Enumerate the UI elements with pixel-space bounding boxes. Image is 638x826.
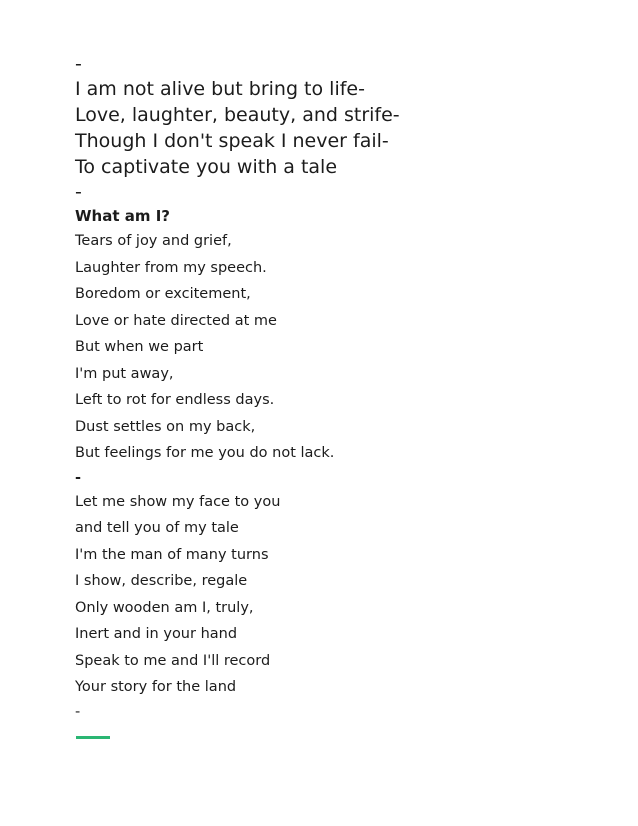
stanza-3-line: and tell you of my tale — [75, 520, 239, 536]
stanza-2-line: Boredom or excitement, — [75, 286, 251, 302]
accent-bar — [76, 736, 110, 739]
stanza-2-line: Dust settles on my back, — [75, 418, 256, 435]
stanza-1-line: To captivate you with a tale — [75, 156, 338, 178]
separator-dash: - — [75, 703, 81, 720]
stanza-2-line: Tears of joy and grief, — [75, 233, 232, 249]
stanza-1-line: Love, laughter, beauty, and strife- — [75, 104, 400, 126]
stanza-3-line: Speak to me and I'll record — [75, 652, 271, 669]
stanza-2-line: But feelings for me you do not lack. — [75, 445, 335, 461]
poem-document — [75, 52, 595, 723]
stanza-1-line: Though I don't speak I never fail- — [75, 130, 389, 152]
riddle-heading: What am I? — [75, 207, 170, 225]
stanza-3-line: Your story for the land — [75, 679, 237, 695]
stanza-2-line: Laughter from my speech. — [75, 259, 267, 276]
stanza-2 — [75, 228, 595, 467]
separator-dash: - — [75, 181, 82, 203]
stanza-2-line: Love or hate directed at me — [75, 312, 277, 329]
separator-dash: - — [75, 53, 82, 75]
stanza-2-line: But when we part — [75, 339, 204, 355]
stanza-1-line: I am not alive but bring to life- — [75, 78, 365, 100]
stanza-3-line: Only wooden am I, truly, — [75, 599, 254, 616]
stanza-3 — [75, 489, 595, 701]
stanza-3-line: Inert and in your hand — [75, 626, 238, 642]
stanza-3-line: I show, describe, regale — [75, 573, 248, 589]
stanza-1 — [75, 76, 595, 180]
stanza-3-line: Let me show my face to you — [75, 493, 281, 510]
stanza-2-line: I'm put away, — [75, 365, 174, 382]
stanza-3-line: I'm the man of many turns — [75, 546, 269, 563]
stanza-2-line: Left to rot for endless days. — [75, 392, 275, 408]
separator-dash: - — [75, 469, 82, 486]
